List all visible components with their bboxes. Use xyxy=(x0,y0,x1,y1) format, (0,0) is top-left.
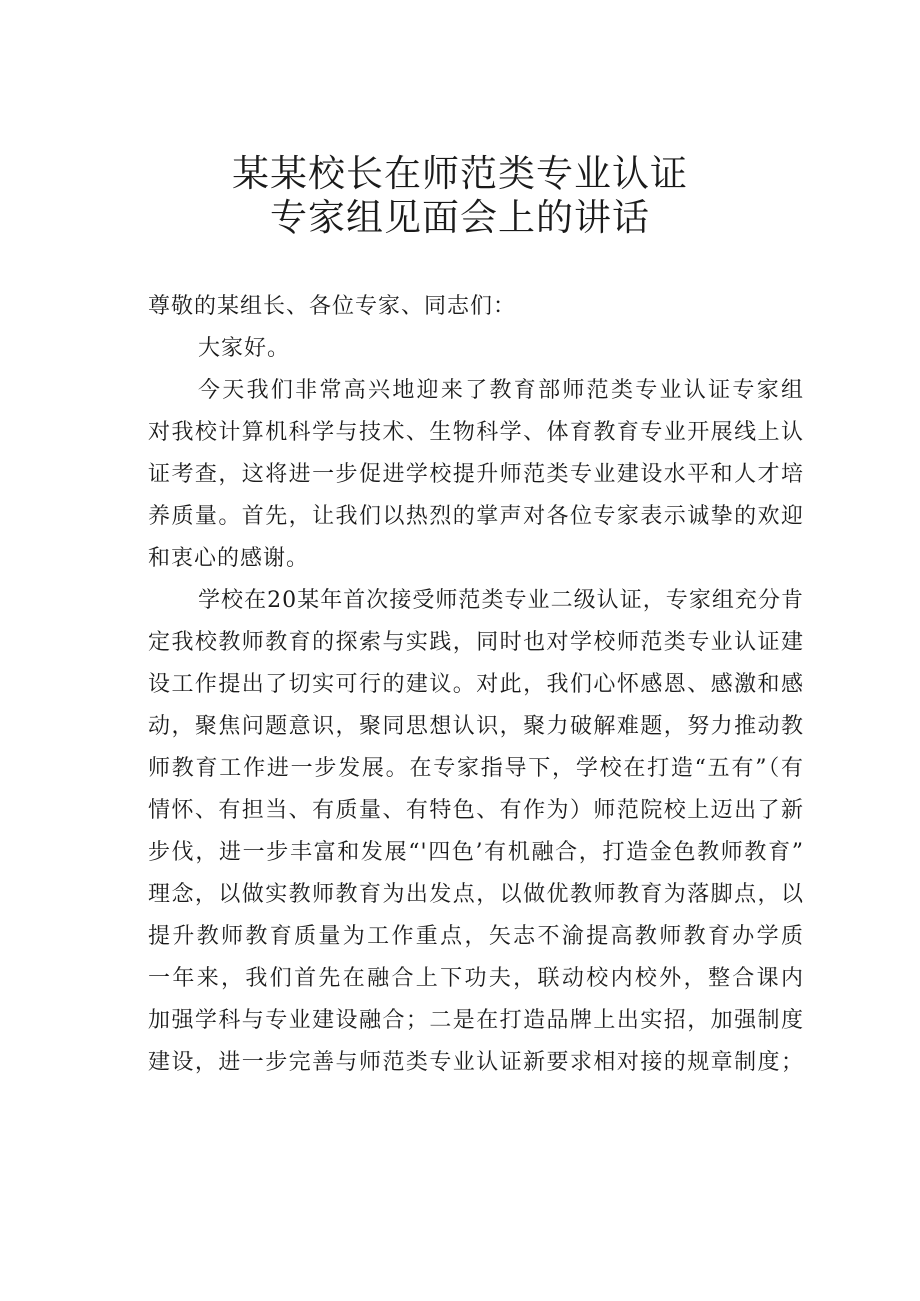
speech-body xyxy=(148,286,804,1084)
text-line: 和衷心的感谢。 xyxy=(148,546,310,571)
salutation: 尊敬的某组长、各位专家、同志们： xyxy=(148,294,517,319)
title-line-1: 某某校长在师范类专业认证 xyxy=(232,152,688,195)
greeting: 大家好。 xyxy=(198,336,291,361)
text-line: 对我校计算机科学与技术、生物科学、体育教育专业开展线上认 xyxy=(148,420,804,445)
text-line: 加强学科与专业建设融合；二是在打造品牌上出实招，加强制度 xyxy=(148,1008,804,1033)
text-line: 提升教师教育质量为工作重点，矢志不渝提高教师教育办学质 xyxy=(148,924,804,949)
text-line: 理念，以做实教师教育为出发点，以做优教师教育为落脚点，以 xyxy=(148,882,804,907)
text-line: 一年来，我们首先在融合上下功夫，联动校内校外，整合课内 xyxy=(148,966,804,991)
text-line: 养质量。首先，让我们以热烈的掌声对各位专家表示诚挚的欢迎 xyxy=(148,504,804,529)
text-line: 动，聚焦问题意识，聚同思想认识，聚力破解难题，努力推动教 xyxy=(148,714,804,739)
text-line: 设工作提出了切实可行的建议。对此，我们心怀感恩、感激和感 xyxy=(148,672,804,697)
text-line: 学校在20某年首次接受师范类专业二级认证，专家组充分肯 xyxy=(198,588,804,613)
text-line: 今天我们非常高兴地迎来了教育部师范类专业认证专家组 xyxy=(198,378,804,403)
text-line: 情怀、有担当、有质量、有特色、有作为）师范院校上迈出了新 xyxy=(148,798,804,823)
text-line: 建设，进一步完善与师范类专业认证新要求相对接的规章制度； xyxy=(148,1050,804,1075)
text-line: 步伐，进一步丰富和发展“'四色’有机融合，打造金色教师教育” xyxy=(148,840,804,865)
title-line-2: 专家组见面会上的讲话 xyxy=(270,196,650,239)
text-line: 师教育工作进一步发展。在专家指导下，学校在打造“五有”（有 xyxy=(148,756,804,781)
text-line: 证考查，这将进一步促进学校提升师范类专业建设水平和人才培 xyxy=(148,462,804,487)
text-line: 定我校教师教育的探索与实践，同时也对学校师范类专业认证建 xyxy=(148,630,804,655)
